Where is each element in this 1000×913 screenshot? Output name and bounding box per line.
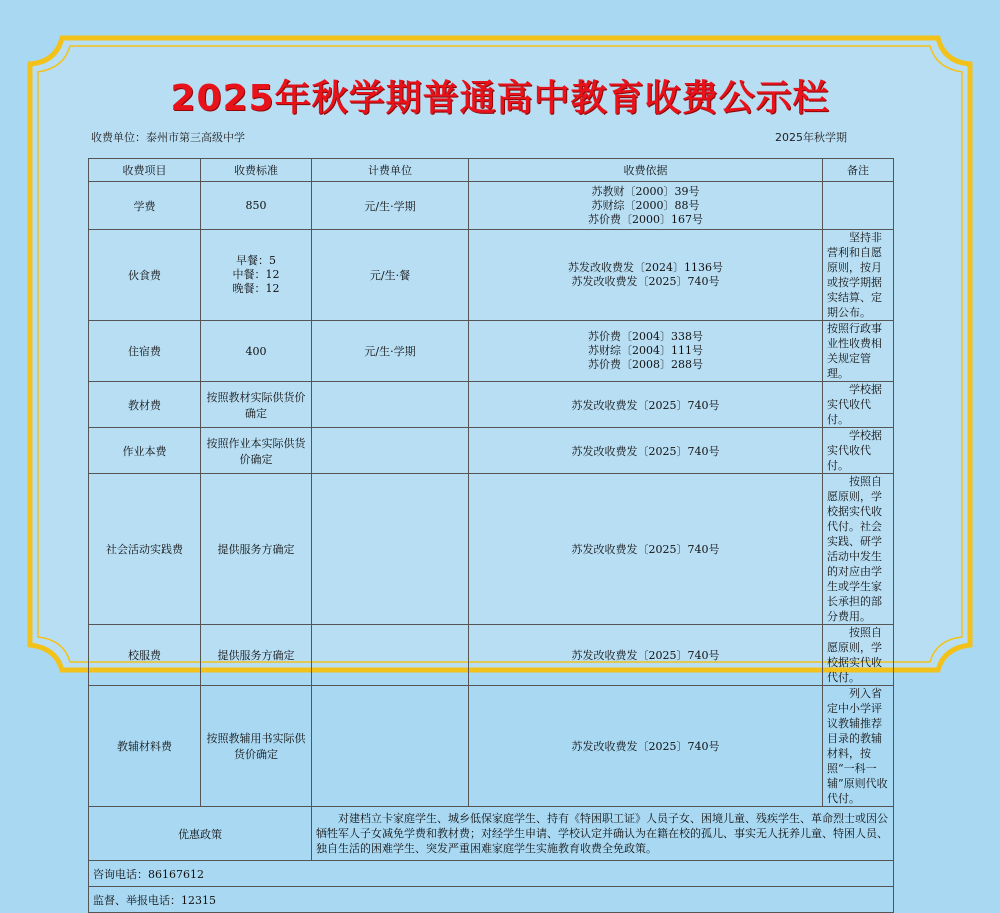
basis-line: 苏发改收费发〔2025〕740号 (571, 275, 720, 288)
row-standard: 按照作业本实际供货价确定 (201, 428, 312, 474)
header-unit: 计费单位 (312, 159, 469, 182)
basis-line: 苏价费〔2000〕167号 (588, 212, 703, 226)
report-phone: 监督、举报电话：12315 (89, 887, 894, 913)
row-item: 作业本费 (89, 428, 201, 474)
hotline-row (89, 861, 894, 887)
row-standard: 提供服务方确定 (201, 625, 312, 686)
basis-line: 苏教财〔2000〕39号 (591, 184, 700, 198)
table-row (89, 625, 894, 686)
table-header-row (89, 159, 894, 182)
term-label: 2025年秋学期 (775, 131, 847, 144)
table-row (89, 474, 894, 625)
policy-row (89, 807, 894, 861)
row-standard: 按照教材实际供货价确定 (201, 382, 312, 428)
row-item: 社会活动实践费 (89, 474, 201, 625)
page-title: 2025年秋学期普通高中教育收费公示栏 (170, 78, 830, 119)
row-basis (469, 182, 823, 230)
row-standard: 提供服务方确定 (201, 474, 312, 625)
table-row (89, 686, 894, 807)
standard-line: 中餐：12 (232, 268, 280, 281)
row-basis (469, 321, 823, 382)
basis-line: 苏价费〔2008〕288号 (588, 358, 703, 371)
row-basis: 苏发改收费发〔2025〕740号 (469, 428, 823, 474)
table-row (89, 230, 894, 321)
fee-unit: 收费单位：泰州市第三高级中学 (91, 131, 245, 144)
row-note: 按照行政事业性收费相关规定管理。 (823, 321, 894, 382)
row-unit (312, 428, 469, 474)
table-row (89, 182, 894, 230)
row-item: 教材费 (89, 382, 201, 428)
row-basis (469, 230, 823, 321)
row-unit (312, 474, 469, 625)
table-row (89, 321, 894, 382)
row-unit (312, 625, 469, 686)
row-basis: 苏发改收费发〔2025〕740号 (469, 625, 823, 686)
row-note: 按照自愿原则，学校据实代收代付。社会实践、研学活动中发生的对应由学生或学生家长承担的部分费用。 (823, 474, 894, 625)
table-row (89, 382, 894, 428)
header-item: 收费项目 (89, 159, 201, 182)
row-note (823, 182, 894, 230)
header-note: 备注 (823, 159, 894, 182)
row-unit (312, 686, 469, 807)
row-note: 按照自愿原则，学校据实代收代付。 (823, 625, 894, 686)
row-item: 教辅材料费 (89, 686, 201, 807)
basis-line: 苏价费〔2004〕338号 (588, 330, 703, 343)
row-note: 列入省定中小学评议教辅推荐目录的教辅材料，按照“一科一辅”原则代收代付。 (823, 686, 894, 807)
row-standard: 850 (201, 182, 312, 230)
row-standard (201, 230, 312, 321)
row-basis: 苏发改收费发〔2025〕740号 (469, 474, 823, 625)
row-item: 住宿费 (89, 321, 201, 382)
policy-label: 优惠政策 (89, 807, 312, 861)
row-standard: 按照教辅用书实际供货价确定 (201, 686, 312, 807)
basis-line: 苏发改收费发〔2024〕1136号 (568, 261, 723, 274)
fee-table (88, 158, 894, 913)
header-standard: 收费标准 (201, 159, 312, 182)
row-note: 学校据实代收代付。 (823, 382, 894, 428)
policy-text: 对建档立卡家庭学生、城乡低保家庭学生、持有《特困职工证》人员子女、困境儿童、残疾学生、革命烈士或因公牺牲军人子女减免学费和教材费；对经学生申请、学校认定并确认为在籍在校的孤儿、事实无人抚养儿童、特困人员、独自生活的困难学生、突发严重困难家庭学生实施教育收费全免政策。 (312, 807, 894, 861)
row-note: 学校据实代收代付。 (823, 428, 894, 474)
row-basis: 苏发改收费发〔2025〕740号 (469, 382, 823, 428)
report-row (89, 887, 894, 913)
row-standard: 400 (201, 321, 312, 382)
basis-line: 苏财综〔2000〕88号 (591, 198, 700, 212)
header-basis: 收费依据 (469, 159, 823, 182)
basis-line: 苏财综〔2004〕111号 (588, 344, 703, 357)
row-unit: 元/生·学期 (312, 182, 469, 230)
row-item: 校服费 (89, 625, 201, 686)
row-unit: 元/生·餐 (312, 230, 469, 321)
row-item: 学费 (89, 182, 201, 230)
row-unit: 元/生·学期 (312, 321, 469, 382)
table-row (89, 428, 894, 474)
row-unit (312, 382, 469, 428)
row-basis: 苏发改收费发〔2025〕740号 (469, 686, 823, 807)
standard-line: 早餐：5 (236, 254, 276, 267)
row-note: 坚持非营利和自愿原则，按月或按学期据实结算、定期公布。 (823, 230, 894, 321)
row-item: 伙食费 (89, 230, 201, 321)
standard-line: 晚餐：12 (232, 282, 280, 295)
consult-phone: 咨询电话：86167612 (89, 861, 894, 887)
